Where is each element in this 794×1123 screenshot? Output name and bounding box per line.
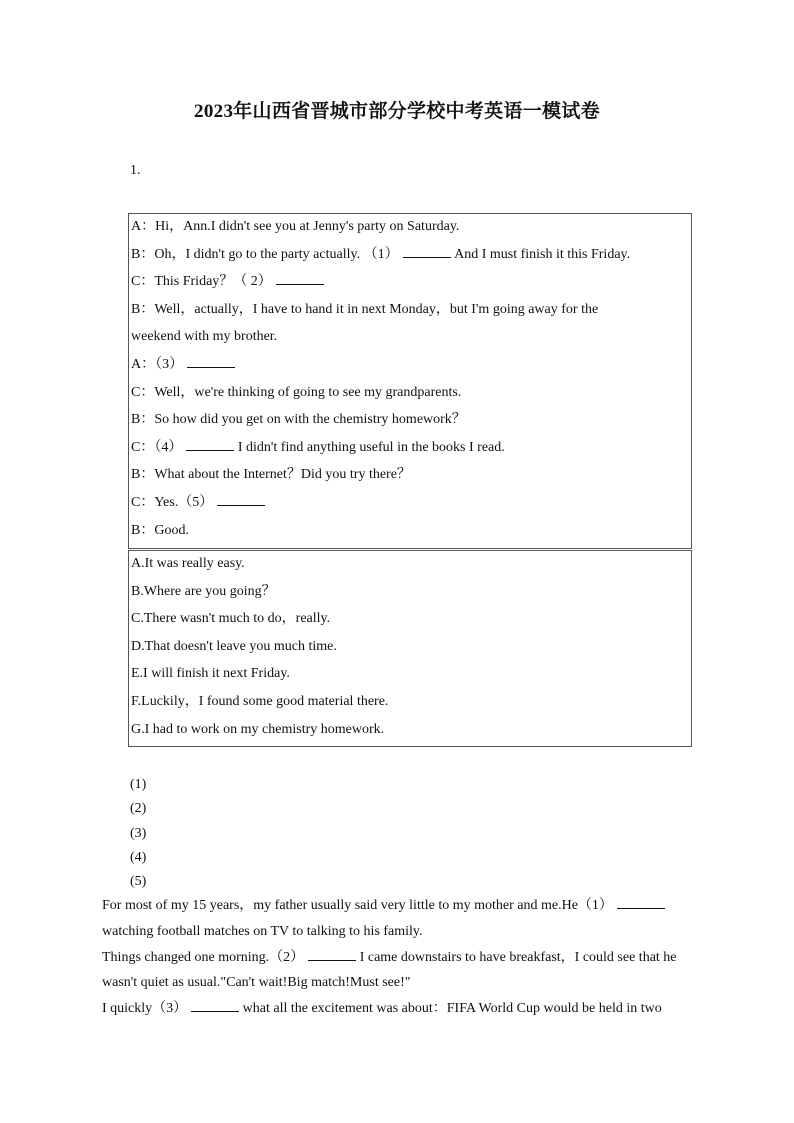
passage-line-text: wasn't quiet as usual."Can't wait!Big match!Must see!" <box>102 975 411 991</box>
option-item-text: C.There wasn't much to do，really. <box>131 611 331 627</box>
dialogue-line-text: B：What about the Internet？Did you try there？ <box>131 467 411 483</box>
answer-item-text: (3) <box>130 825 147 841</box>
dialogue-line-tail: I didn't find anything useful in the books I read. <box>234 439 505 455</box>
answer-blank[interactable] <box>617 896 665 909</box>
dialogue-line <box>129 406 691 434</box>
answer-item <box>130 846 146 870</box>
dialogue-line <box>129 517 691 545</box>
dialogue-line <box>129 241 691 269</box>
option-item-text: B.Where are you going？ <box>131 583 276 599</box>
dialogue-line-text: B：Well，actually，I have to hand it in next Monday，but I'm going away for the <box>131 301 599 317</box>
option-item <box>129 716 691 744</box>
dialogue-line <box>129 461 691 489</box>
dialogue-line-text: C：Yes.（5） <box>131 494 214 510</box>
answer-item-text: (2) <box>130 801 147 817</box>
dialogue-line-text: weekend with my brother. <box>131 329 278 345</box>
passage-line <box>102 919 692 945</box>
passage-line-text: For most of my 15 years，my father usually said very little to my mother and me.He（1） <box>102 898 613 913</box>
dialogue-line <box>129 379 691 407</box>
dialogue-line <box>129 213 691 241</box>
dialogue-line-text: C：（4） <box>131 439 183 455</box>
passage-line <box>102 970 692 996</box>
passage-line <box>102 893 692 919</box>
answer-item-text: (1) <box>130 777 147 792</box>
dialogue-line-text: B：Oh，I didn't go to the party actually. （1） <box>131 246 399 262</box>
option-item-text: E.I will finish it next Friday. <box>131 666 290 682</box>
option-item <box>129 660 691 688</box>
option-item <box>129 550 691 578</box>
dialogue-line <box>129 489 691 517</box>
dialogue-line <box>129 323 691 351</box>
dialogue-line <box>129 268 691 296</box>
answer-item-text: (4) <box>130 849 147 865</box>
options-box <box>128 550 692 747</box>
passage-line <box>102 996 692 1022</box>
answer-blank[interactable] <box>186 438 234 451</box>
answer-list <box>130 773 146 894</box>
option-item-text: A.It was really easy. <box>131 556 245 571</box>
answer-item <box>130 822 146 846</box>
page-title: 2023年山西省晋城市部分学校中考英语一模试卷 <box>194 101 600 122</box>
dialogue-line-text: C：This Friday？（ 2） <box>131 274 272 290</box>
option-item <box>129 688 691 716</box>
option-item <box>129 578 691 606</box>
option-item-text: D.That doesn't leave you much time. <box>131 638 337 654</box>
answer-blank[interactable] <box>191 999 239 1012</box>
passage-line-text: Things changed one morning.（2） <box>102 949 305 965</box>
dialogue-line-text: B：Good. <box>131 522 189 538</box>
answer-blank[interactable] <box>217 493 265 506</box>
dialogue-line-text: A：Hi，Ann.I didn't see you at Jenny's party on Saturday. <box>131 219 460 234</box>
passage-line-tail: what all the excitement was about：FIFA World Cup would be held in two <box>239 1001 662 1017</box>
dialogue-line <box>129 434 691 462</box>
answer-item <box>130 870 146 894</box>
dialogue-line-text: B：So how did you get on with the chemistry homework？ <box>131 412 466 428</box>
dialogue-line-tail: And I must finish it this Friday. <box>450 246 631 262</box>
option-item <box>129 605 691 633</box>
answer-blank[interactable] <box>276 272 324 285</box>
option-item <box>129 633 691 661</box>
passage-line <box>102 945 692 971</box>
passage-line-text: I quickly（3） <box>102 1001 188 1017</box>
answer-blank[interactable] <box>403 245 451 258</box>
question-number: 1. <box>130 163 141 178</box>
passage-line-text: watching football matches on TV to talking to his family. <box>102 923 423 939</box>
option-item-text: G.I had to work on my chemistry homework. <box>131 721 385 737</box>
answer-blank[interactable] <box>308 948 356 961</box>
answer-item-text: (5) <box>130 874 147 890</box>
dialogue-line <box>129 296 691 324</box>
option-item-text: F.Luckily，I found some good material there. <box>131 693 389 709</box>
dialogue-line <box>129 351 691 379</box>
dialogue-line-text: A：（3） <box>131 356 184 372</box>
reading-passage <box>102 893 692 1022</box>
dialogue-line-text: C：Well，we're thinking of going to see my grandparents. <box>131 384 462 400</box>
answer-item <box>130 797 146 821</box>
passage-line-tail: I came downstairs to have breakfast，I could see that he <box>356 949 677 965</box>
dialogue-box <box>128 213 692 549</box>
answer-blank[interactable] <box>187 355 235 368</box>
answer-item <box>130 773 146 797</box>
